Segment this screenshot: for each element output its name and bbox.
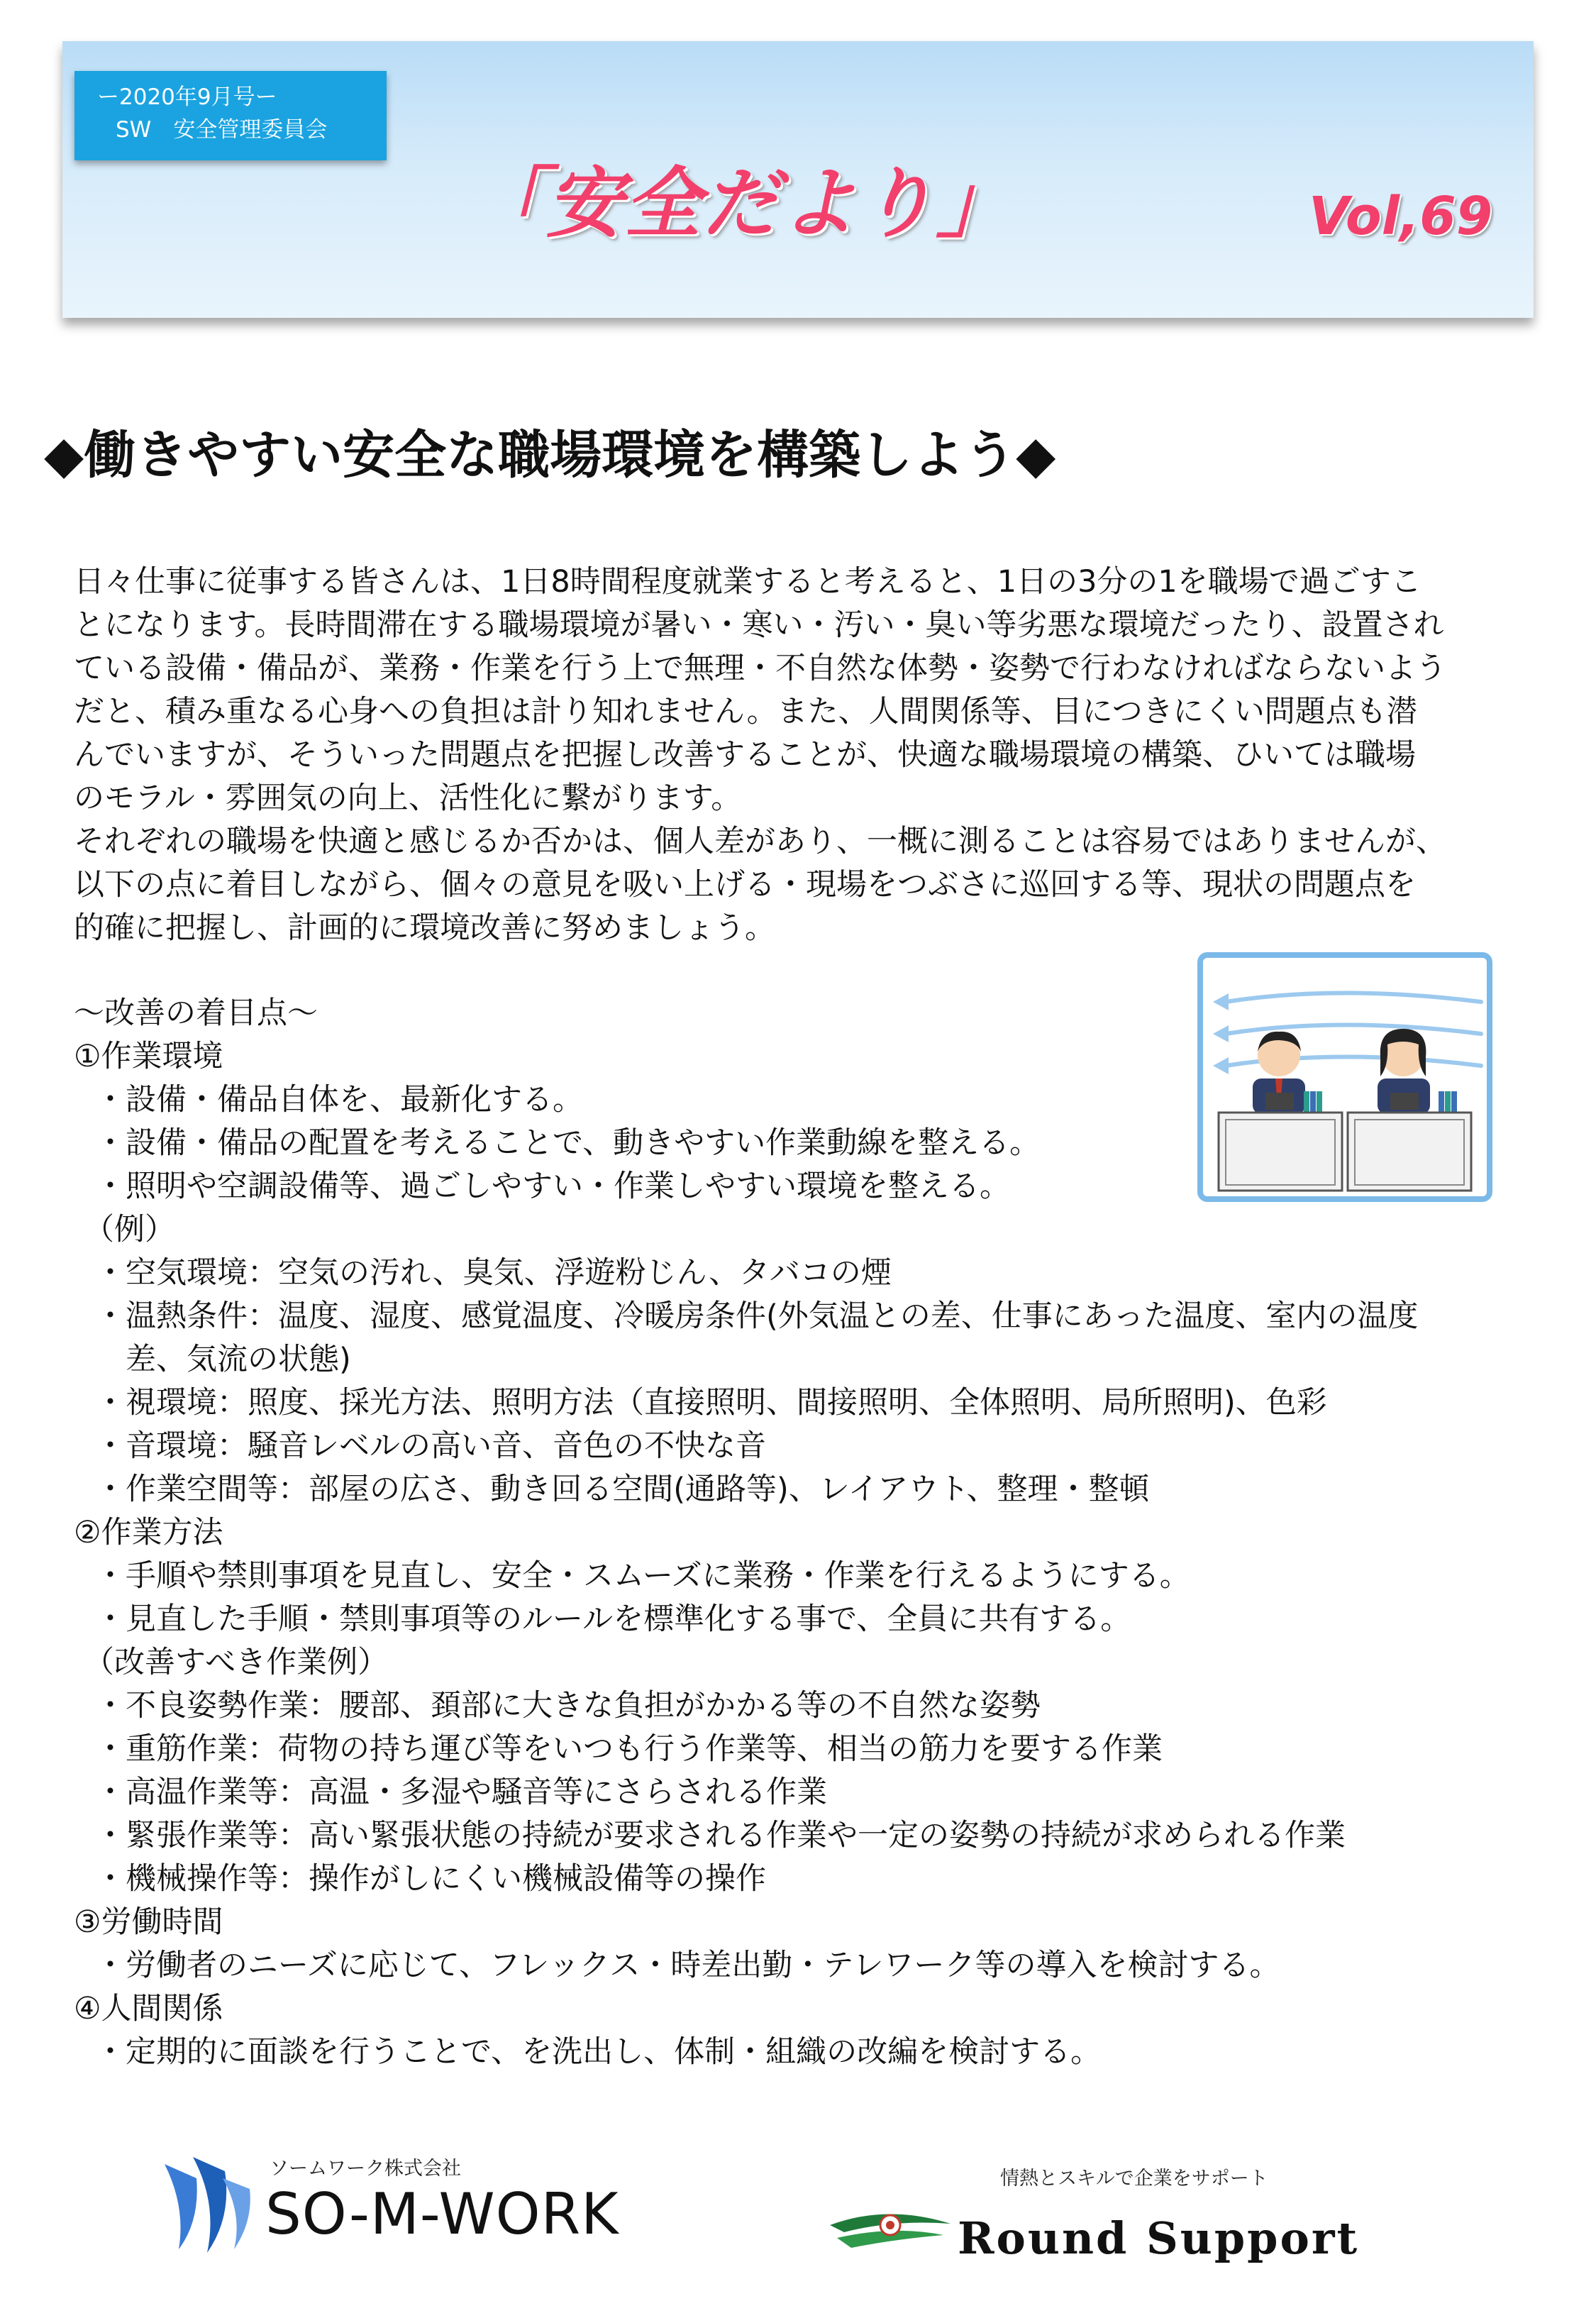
example-item: ・緊張作業等：高い緊張状態の持続が要求される作業や一定の姿勢の持続が求められる作業 (95, 1818, 1346, 1853)
section-title: ②作業方法 (74, 1515, 223, 1550)
example-item: ・重筋作業：荷物の持ち運び等をいつも行う作業等、相当の筋力を要する作業 (95, 1731, 1163, 1767)
list-item: ・手順や禁則事項を見直し、安全・スムーズに業務・作業を行えるようにする。 (95, 1558, 1190, 1594)
company-kana: ソームワーク株式会社 (270, 2158, 461, 2180)
example-item: ・空気環境：空気の汚れ、臭気、浮遊粉じん、タバコの煙 (95, 1255, 892, 1291)
example-item: ・視環境：照度、採光方法、照明方法（直接照明、間接照明、全体照明、局所照明)、色彩 (95, 1385, 1327, 1420)
round-support-mark-icon (830, 2204, 951, 2253)
newsletter-title: 「安全だより」 (468, 160, 1015, 248)
issue-date: ー2020年9月号ー (97, 84, 277, 110)
points-heading: ～改善の着目点～ (74, 995, 318, 1031)
company-brand: SO-M-WORK (265, 2181, 619, 2247)
issue-tag (74, 71, 387, 160)
intro-line: んでいますが、そういった問題点を把握し改善することが、快適な職場環境の構築、ひいては職場 (74, 737, 1416, 773)
intro-line: だと、積み重なる心身への負担は計り知れません。また、人間関係等、目につきにくい問題点も潜 (74, 694, 1417, 729)
example-item: 差、気流の状態) (95, 1342, 351, 1377)
intro-line: 的確に把握し、計画的に環境改善に努めましょう。 (74, 910, 775, 946)
example-item: ・作業空間等：部屋の広さ、動き回る空間(通路等)、レイアウト、整理・整頓 (95, 1472, 1150, 1507)
example-item: ・温熱条件：温度、湿度、感覚温度、冷暖房条件(外気温との差、仕事にあった温度、室内の温度 (95, 1298, 1419, 1334)
example-label: （例） (84, 1212, 175, 1247)
round-support-logo (830, 2163, 1369, 2262)
intro-line: ている設備・備品が、業務・作業を行う上で無理・不自然な体勢・姿勢で行わなければならないよう (74, 651, 1446, 686)
list-item: ・照明や空調設備等、過ごしやすい・作業しやすい環境を整える。 (95, 1169, 1010, 1204)
partner-tagline: 情熱とスキルで企業をサポート (1000, 2168, 1268, 2190)
section-title: ①作業環境 (74, 1039, 223, 1074)
somework-logo (157, 2150, 682, 2256)
somework-mark-icon (157, 2150, 257, 2256)
volume-number: Vol,69 (1309, 186, 1493, 247)
intro-paragraph (74, 561, 1549, 950)
intro-line: のモラル・雰囲気の向上、活性化に繋がります。 (74, 780, 742, 816)
section-title: ③労働時間 (74, 1904, 223, 1940)
intro-line: 以下の点に着目しながら、個々の意見を吸い上げる・現場をつぶさに巡回する等、現状の問題点を (74, 867, 1416, 903)
list-item: ・労働者のニーズに応じて、フレックス・時差出勤・テレワーク等の導入を検討する。 (95, 1948, 1280, 1983)
example-item: ・不良姿勢作業：腰部、頚部に大きな負担がかかる等の不自然な姿勢 (95, 1688, 1041, 1723)
office-workers-illustration (1197, 952, 1492, 1202)
list-item: ・設備・備品の配置を考えることで、動きやすい作業動線を整える。 (95, 1125, 1041, 1161)
article-headline: ◆働きやすい安全な職場環境を構築しよう◆ (44, 425, 1056, 485)
example-item: ・機械操作等：操作がしにくい機械設備等の操作 (95, 1861, 766, 1897)
intro-line: 日々仕事に従事する皆さんは、1日8時間程度就業すると考えると、1日の3分の1を職場で過ごすこ (74, 564, 1422, 600)
list-item: ・定期的に面談を行うことで、を洗出し、体制・組織の改編を検討する。 (95, 2034, 1102, 2070)
example-label: （改善すべき作業例） (84, 1645, 389, 1680)
example-item: ・高温作業等：高温・多湿や騒音等にさらされる作業 (95, 1775, 827, 1810)
list-item: ・設備・備品自体を、最新化する。 (95, 1082, 583, 1118)
intro-line: とになります。長時間滞在する職場環境が暑い・寒い・汚い・臭い等劣悪な環境だったり、設置され (74, 607, 1444, 643)
intro-line: それぞれの職場を快適と感じるか否かは、個人差があり、一概に測ることは容易ではありませんが、 (74, 824, 1446, 859)
partner-brand: Round Support (958, 2212, 1360, 2264)
section-title: ④人間関係 (74, 1991, 223, 2026)
example-item: ・音環境：騒音レベルの高い音、音色の不快な音 (95, 1428, 766, 1464)
list-item: ・見直した手順・禁則事項等のルールを標準化する事で、全員に共有する。 (95, 1601, 1131, 1637)
committee-name: SW 安全管理委員会 (116, 117, 328, 143)
